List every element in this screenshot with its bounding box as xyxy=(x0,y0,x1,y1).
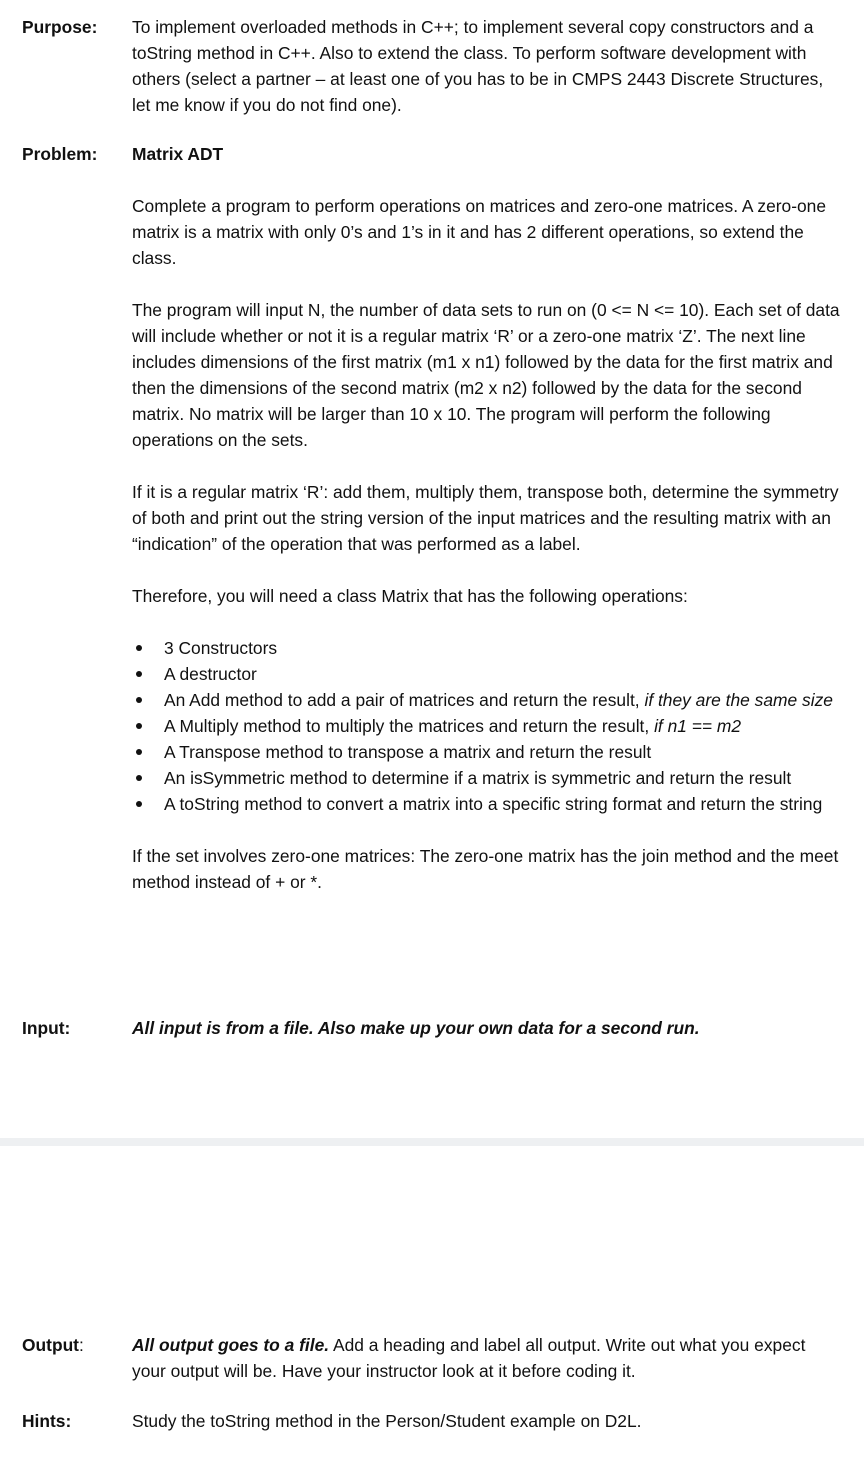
list-item: 3 Constructors xyxy=(132,635,844,661)
list-item: An Add method to add a pair of matrices and return the result, if they are the same size xyxy=(132,687,844,713)
problem-paragraph-3: If it is a regular matrix ‘R’: add them, multiply them, transpose both, determine the symmetry of both and print out the string version of the input matrices and the resulting matrix with an “indication” of the operation that was performed as a label. xyxy=(132,482,839,554)
list-item: An isSymmetric method to determine if a matrix is symmetric and return the result xyxy=(132,765,844,791)
bullet-icon xyxy=(136,801,142,807)
list-item: A toString method to convert a matrix into a specific string format and return the string xyxy=(132,791,844,817)
output-text: All output goes to a file. Add a heading and label all output. Write out what you expect your output will be. Have your instructor look at it before coding it. xyxy=(132,1335,806,1381)
bullet-icon xyxy=(136,645,142,651)
problem-paragraph-2: The program will input N, the number of data sets to run on (0 <= N <= 10). Each set of data will include whether or not it is a regular matrix ‘R’ or a zero-one matrix ‘Z’. The next line includes dimensions of the first matrix (m1 x n1) followed by the data for the first matrix and then the dimensions of the second matrix (m2 x n2) followed by the data for the second matrix. No matrix will be larger than 10 x 10. The program will perform the following operations on the sets. xyxy=(132,300,840,450)
problem-heading: Matrix ADT xyxy=(132,144,224,164)
purpose-label: Purpose: xyxy=(22,17,98,37)
bullet-icon xyxy=(136,775,142,781)
problem-label: Problem: xyxy=(22,144,98,164)
problem-paragraph-1: Complete a program to perform operations on matrices and zero-one matrices. A zero-one matrix is a matrix with only 0’s and 1’s in it and has 2 different operations, so extend the class. xyxy=(132,196,827,268)
list-item: A Transpose method to transpose a matrix and return the result xyxy=(132,739,844,765)
problem-paragraph-4: Therefore, you will need a class Matrix that has the following operations: xyxy=(132,586,688,606)
bullet-icon xyxy=(136,671,142,677)
bullet-icon xyxy=(136,723,142,729)
bullet-icon xyxy=(136,697,142,703)
input-label: Input: xyxy=(22,1018,71,1038)
input-text: All input is from a file. Also make up your own data for a second run. xyxy=(132,1018,700,1038)
page-break xyxy=(0,1138,864,1146)
purpose-text: To implement overloaded methods in C++; to implement several copy constructors and a toString method in C++. Also to extend the class. To perform software development with others (select a partner – at least one of you has to be in CMPS 2443 Discrete Structures, let me know if you do not find one). xyxy=(132,17,824,115)
list-item: A destructor xyxy=(132,661,844,687)
hints-text: Study the toString method in the Person/Student example on D2L. xyxy=(132,1411,642,1431)
operations-list xyxy=(132,635,844,817)
bullet-icon xyxy=(136,749,142,755)
hints-label: Hints: xyxy=(22,1411,72,1431)
output-label: Output: xyxy=(22,1335,84,1355)
list-item: A Multiply method to multiply the matrices and return the result, if n1 == m2 xyxy=(132,713,844,739)
problem-paragraph-5: If the set involves zero-one matrices: The zero-one matrix has the join method and the meet method instead of + or *. xyxy=(132,846,839,892)
